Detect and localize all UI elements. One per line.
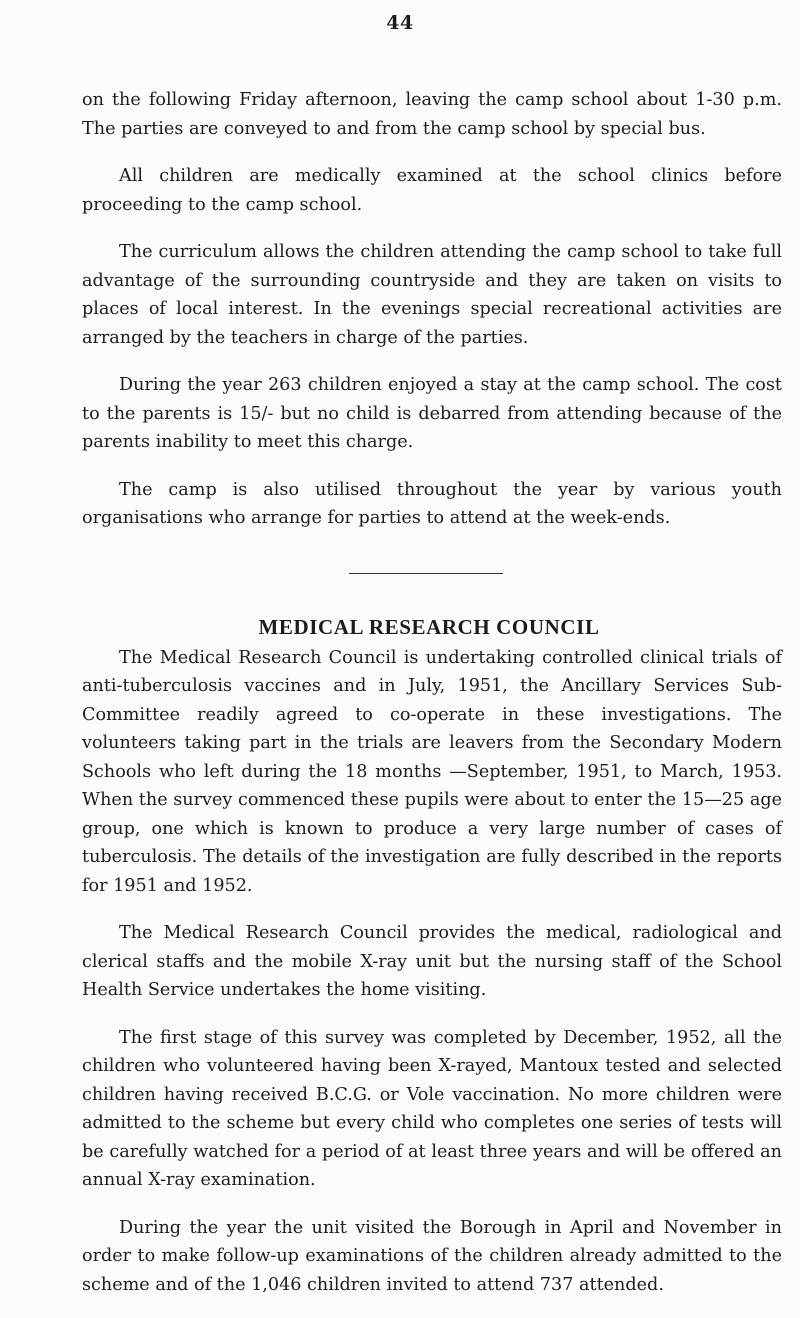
- section-divider: [349, 573, 503, 574]
- paragraph-curriculum: The curriculum allows the children attending the camp school to take full advantage of the surrounding countryside and they are taken on visits to places of local interest. In the evenings special recreational activities are arranged by the teachers in charge of the parties.: [82, 242, 782, 348]
- paragraph-attendance-cost: During the year 263 children enjoyed a stay at the camp school. The cost to the parents is 15/- but no child is debarred from attending because of the parents inability to meet this charge.: [82, 375, 782, 452]
- paragraph-follow-up: During the year the unit visited the Borough in April and November in order to make follow-up examinations of the children already admitted to the scheme and of the 1,046 children invited to attend 737 attended.: [82, 1217, 782, 1295]
- paragraph-staffing: The Medical Research Council provides the medical, radiological and clerical staffs and the mobile X-ray unit but the nursing staff of the School Health Service undertakes the home visiting.: [82, 923, 782, 1000]
- section-heading: MEDICAL RESEARCH COUNCIL: [258, 614, 600, 639]
- paragraph-youth-organisations: The camp is also utilised throughout the year by various youth organisations who arrange for parties to attend at the week-ends.: [82, 479, 782, 528]
- paragraph-clinical-trials: The Medical Research Council is undertaking controlled clinical trials of anti-tuberculosis vaccines and in July, 1951, the Ancillary Services Sub-Committee readily agreed to co-operate in these investigations. The volunteers taking part in the trials are leavers from the Secondary Modern Schools who left during the 18 months —September, 1951, to March, 1953. When the survey commenced these pupils were about to enter the 15—25 age group, one which is known to produce a very large number of cases of tuberculosis. The details of the investigation are fully described in the reports for 1951 and 1952.: [82, 647, 782, 896]
- paragraph-continuation: on the following Friday afternoon, leaving the camp school about 1-30 p.m. The parties are conveyed to and from the camp school by special bus.: [82, 90, 782, 139]
- paragraph-medical-examination: All children are medically examined at the school clinics before proceeding to the camp school.: [82, 166, 782, 215]
- body-text: [82, 86, 782, 1318]
- paragraph-first-stage: The first stage of this survey was completed by December, 1952, all the children who volunteered having been X-rayed, Mantoux tested and selected children having received B.C.G. or Vole vaccination. No more children were admitted to the scheme but every child who completes one series of tests will be carefully watched for a period of at least three years and will be offered an annual X-ray examination.: [82, 1027, 782, 1190]
- page-number: 44: [386, 12, 414, 34]
